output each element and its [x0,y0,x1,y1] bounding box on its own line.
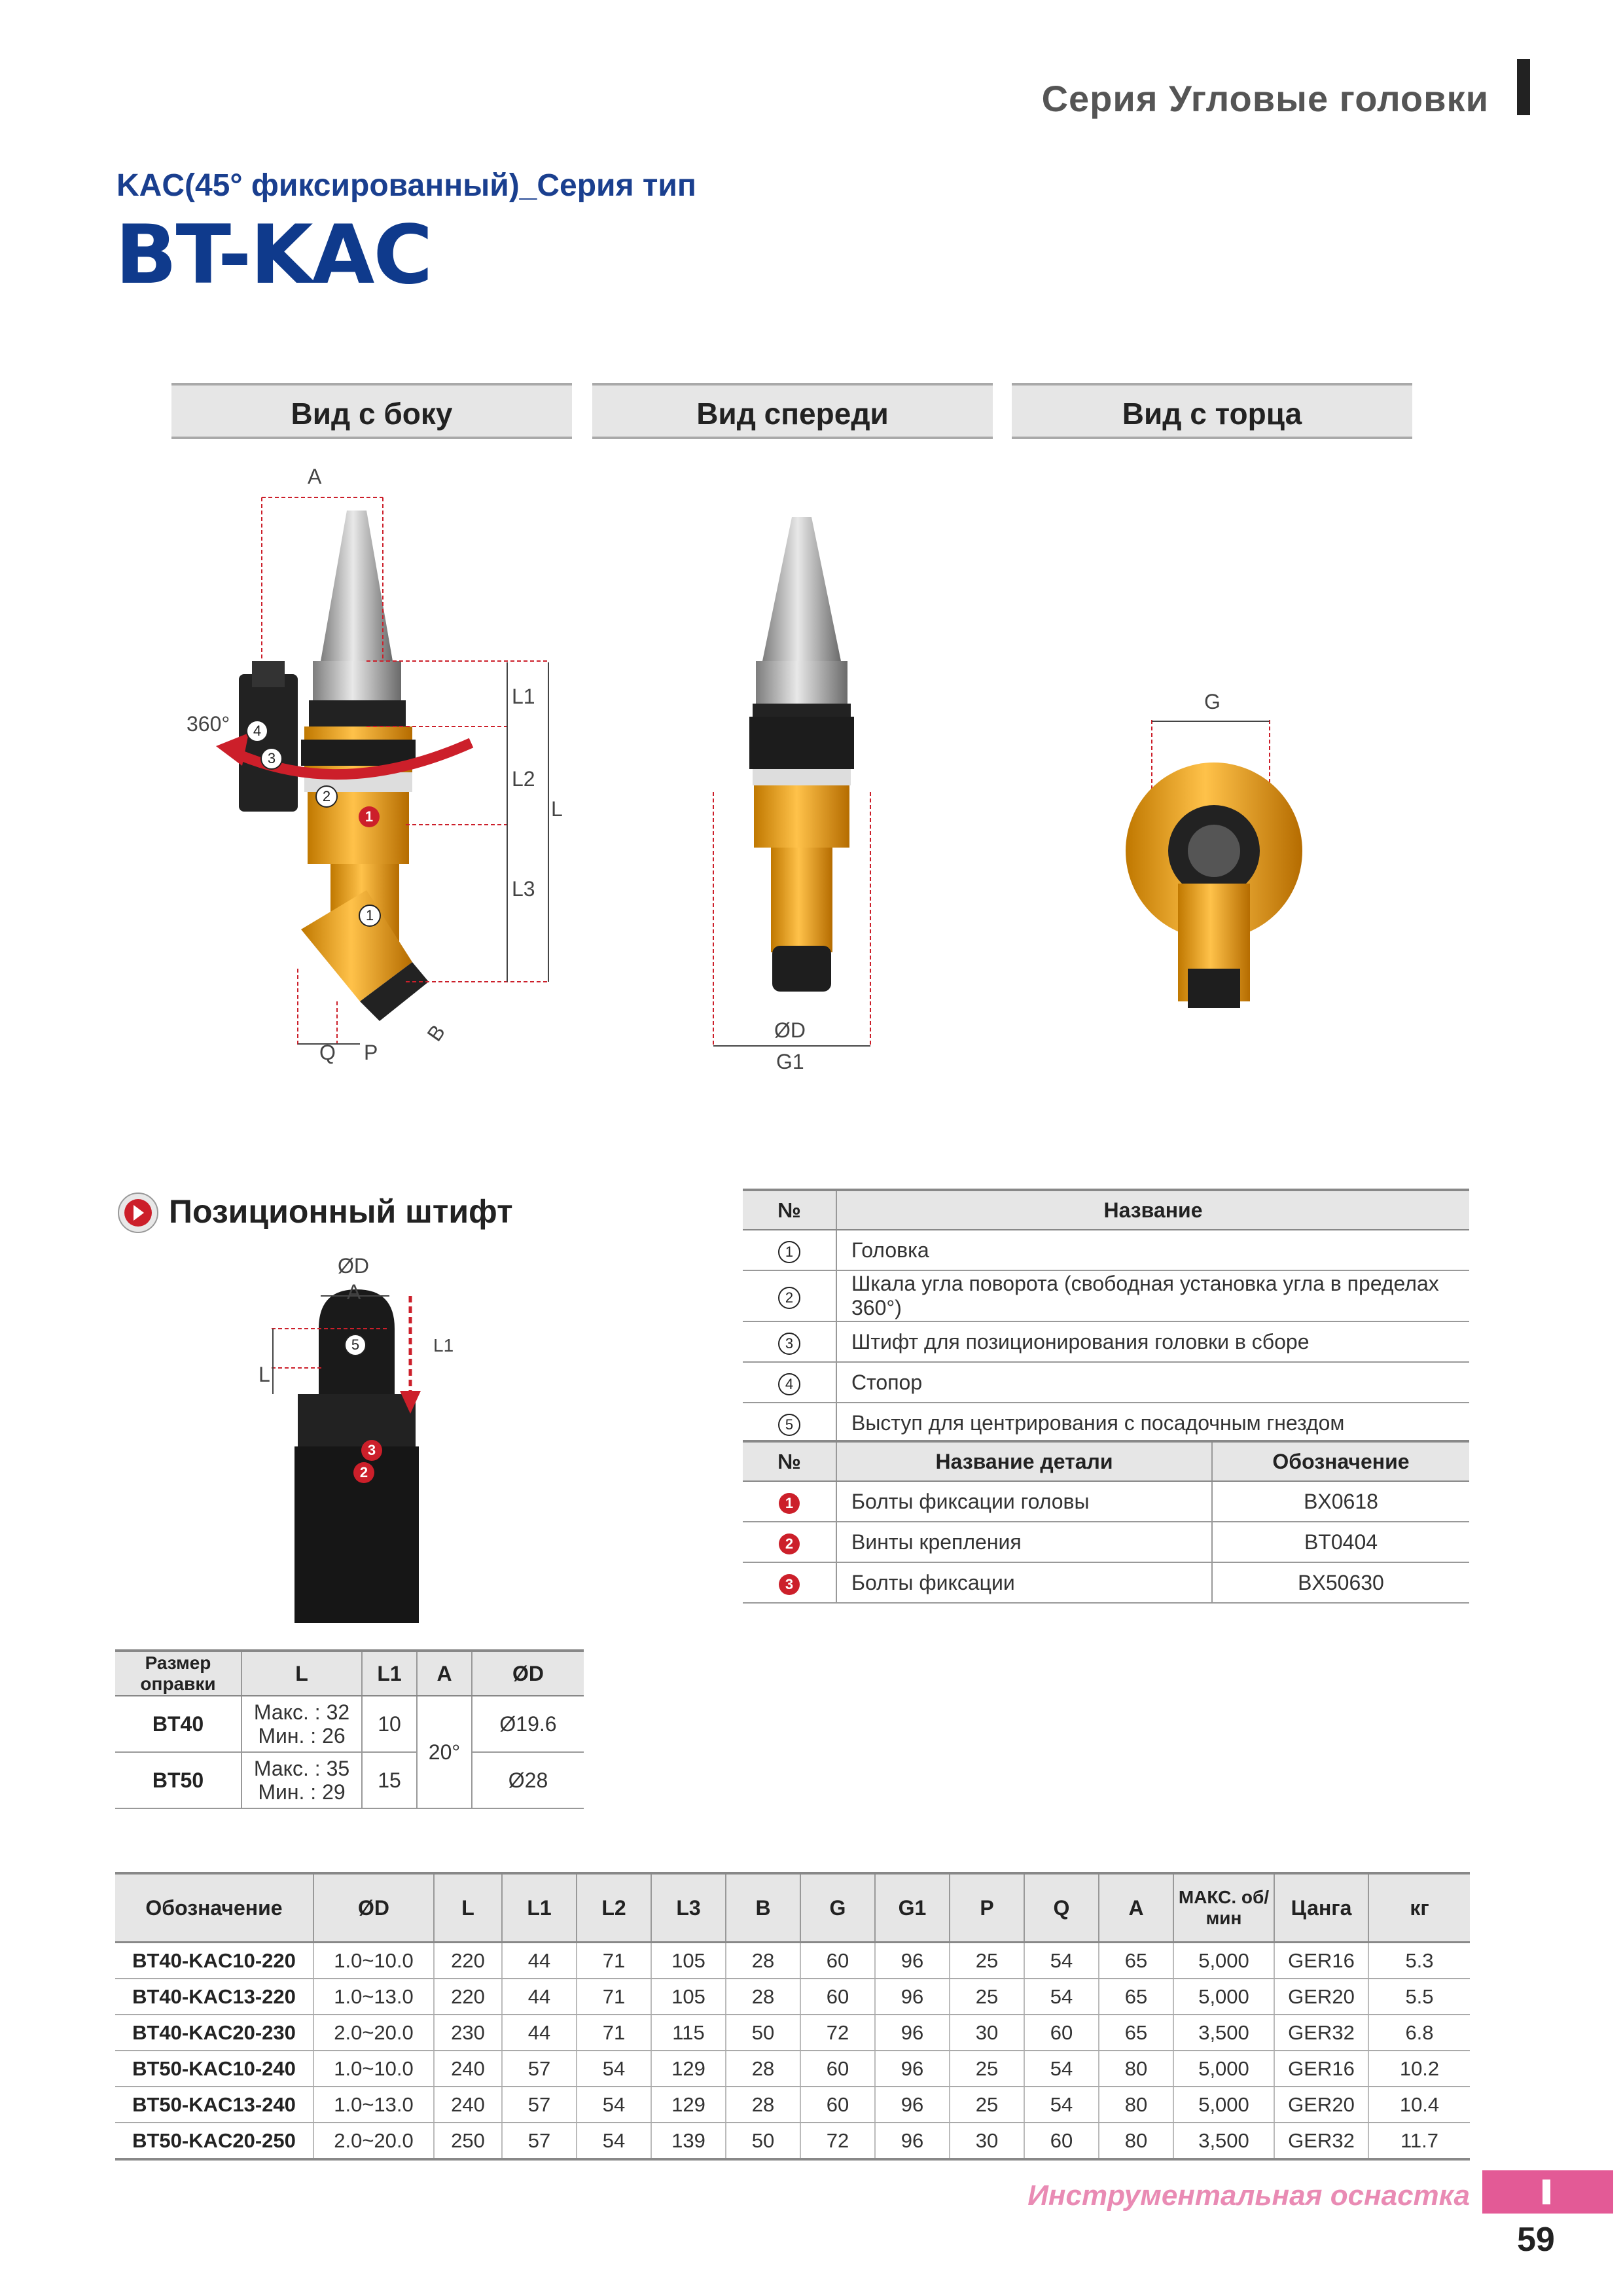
table-cell: 80 [1099,2087,1173,2123]
dim-B-side: B [422,1020,450,1046]
col-header: P [950,1873,1024,1943]
table-cell: 57 [502,2087,577,2123]
table-cell: 139 [651,2123,726,2159]
table-cell: GER32 [1274,2015,1368,2051]
row-num-badge: 4 [778,1373,800,1395]
callout-2-side: 2 [315,785,338,808]
table-cell: 71 [577,1979,651,2015]
table-cell: 80 [1099,2051,1173,2087]
table-row [115,1752,584,1808]
component-names-table [743,1189,1469,1444]
table-cell: 65 [1099,1979,1173,2015]
dim-P-side: P [364,1041,378,1064]
table-cell: 44 [502,1943,577,1979]
col-header: МАКС. об/мин [1173,1873,1274,1943]
table-cell: 25 [950,1979,1024,2015]
row-part-code: BX50630 [1212,1562,1469,1603]
end-view-drawing [1113,720,1322,1021]
table-cell: 30 [950,2123,1024,2159]
row-od: Ø19.6 [472,1696,584,1752]
table-cell: 96 [875,2015,950,2051]
col-header: ØD [313,1873,434,1943]
table-cell: 71 [577,1943,651,1979]
table-cell: 96 [875,2051,950,2087]
table-cell: 60 [1024,2015,1099,2051]
row-name: Шкала угла поворота (свободная установка угла в пределах 360°) [836,1270,1469,1321]
table-cell: 54 [1024,1943,1099,1979]
table-row [743,1562,1469,1603]
table-cell: 1.0~13.0 [313,2087,434,2123]
front-view-drawing [707,511,903,1073]
type-title: BT-KAC [115,208,432,302]
cell-designation: BT50-KAC10-240 [115,2051,313,2087]
table-cell: 65 [1099,1943,1173,1979]
row-num-badge: 3 [779,1574,800,1595]
table-cell: 220 [434,1979,502,2015]
page-number: 59 [1517,2221,1555,2259]
pin-size-table [115,1649,584,1809]
type-subtitle: KAC(45° фиксированный)_Серия тип [116,168,696,203]
table-cell: 80 [1099,2123,1173,2159]
col-header: L [434,1873,502,1943]
row-l1: 15 [362,1752,417,1808]
table-cell: 6.8 [1368,2015,1470,2051]
pin-dim-L1: L1 [433,1335,454,1355]
col-header-A: A [417,1651,472,1696]
series-title: Серия Угловые головки [1041,78,1489,119]
dim-L-side: L [551,797,563,821]
pin-dim-OD: ØD [338,1254,369,1278]
table-cell: 28 [726,1943,800,1979]
row-part-code: BT0404 [1212,1522,1469,1562]
col-header: Обозначение [115,1873,313,1943]
view-header-end: Вид с торца [1012,383,1412,439]
pin-section-title: Позиционный штифт [169,1193,513,1230]
col-header-num: № [743,1190,836,1230]
row-name: Штифт для позиционирования головки в сборе [836,1321,1469,1362]
pin-dim-L: L [259,1363,270,1386]
table-cell: 50 [726,2015,800,2051]
table-cell: 28 [726,2051,800,2087]
table-cell: 60 [800,2051,875,2087]
col-header: A [1099,1873,1173,1943]
table-cell: 240 [434,2087,502,2123]
callout-1-side: 1 [359,905,381,927]
table-row [115,2087,1470,2123]
table-row [743,1230,1469,1270]
table-cell: GER20 [1274,2087,1368,2123]
series-bar [1517,59,1530,115]
table-row [115,2123,1470,2159]
table-cell: 5,000 [1173,1943,1274,1979]
row-name: Выступ для центрирования с посадочным гнездом [836,1403,1469,1443]
row-a-shared: 20° [417,1696,472,1808]
table-row [743,1403,1469,1443]
table-cell: 57 [502,2051,577,2087]
table-row [743,1270,1469,1321]
view-header-side: Вид с боку [171,383,572,439]
table-row [743,1481,1469,1522]
table-cell: 5,000 [1173,2051,1274,2087]
table-cell: GER20 [1274,1979,1368,2015]
col-header-size: Размер оправки [115,1651,241,1696]
dim-G1-front: G1 [776,1050,804,1073]
table-cell: 25 [950,2051,1024,2087]
col-header: L2 [577,1873,651,1943]
table-cell: 54 [577,2051,651,2087]
dim-A-side: A [308,465,322,488]
pin-callout-red-2: 2 [353,1462,374,1483]
row-num-badge: 2 [778,1287,800,1309]
col-header-part-name: Название детали [836,1441,1212,1481]
col-header-L1: L1 [362,1651,417,1696]
table-cell: 50 [726,2123,800,2159]
table-cell: 54 [1024,2087,1099,2123]
table-cell: 5.3 [1368,1943,1470,1979]
dim-360-side: 360° [187,712,230,736]
table-row [115,1943,1470,1979]
table-cell: 129 [651,2087,726,2123]
row-num-badge: 5 [778,1414,800,1436]
row-name: Стопор [836,1362,1469,1403]
row-num-badge: 1 [779,1493,800,1514]
table-header-row [115,1651,584,1696]
col-header-name: Название [836,1190,1469,1230]
cell-designation: BT50-KAC20-250 [115,2123,313,2159]
table-cell: 57 [502,2123,577,2159]
row-size: BT50 [115,1752,241,1808]
table-cell: 54 [577,2087,651,2123]
section-play-icon [118,1193,158,1233]
table-cell: GER16 [1274,2051,1368,2087]
cell-designation: BT40-KAC20-230 [115,2015,313,2051]
table-row [115,2051,1470,2087]
callout-red-1-side: 1 [359,806,380,827]
pin-dim-A: A [347,1280,361,1304]
table-cell: 1.0~10.0 [313,2051,434,2087]
row-part-code: BX0618 [1212,1481,1469,1522]
table-row [115,1696,584,1752]
row-l1: 10 [362,1696,417,1752]
table-cell: 250 [434,2123,502,2159]
col-header: G [800,1873,875,1943]
table-row [743,1522,1469,1562]
dim-L3-side: L3 [512,877,535,901]
table-cell: 44 [502,2015,577,2051]
table-row [743,1321,1469,1362]
table-cell: 60 [800,2087,875,2123]
row-l-max: Макс. : 35 [253,1757,350,1780]
dim-G-end: G [1204,690,1221,713]
table-cell: 96 [875,1943,950,1979]
footer-accent-bar [1482,2170,1613,2214]
dim-OD-front: ØD [774,1018,806,1042]
col-header-num: № [743,1441,836,1481]
col-header: Цанга [1274,1873,1368,1943]
table-cell: 5.5 [1368,1979,1470,2015]
table-cell: GER32 [1274,2123,1368,2159]
table-cell: 11.7 [1368,2123,1470,2159]
row-l-max: Макс. : 32 [253,1700,350,1724]
table-cell: 71 [577,2015,651,2051]
view-header-front: Вид спереди [592,383,993,439]
col-header: G1 [875,1873,950,1943]
row-num-badge: 3 [778,1333,800,1355]
parts-table [743,1440,1469,1604]
col-header: L1 [502,1873,577,1943]
table-cell: 10.2 [1368,2051,1470,2087]
callout-4-side: 4 [246,720,268,742]
table-cell: 54 [1024,2051,1099,2087]
table-cell: 129 [651,2051,726,2087]
cell-designation: BT40-KAC13-220 [115,1979,313,2015]
row-num-badge: 1 [778,1241,800,1263]
table-cell: 96 [875,2123,950,2159]
callout-3-side: 3 [260,747,283,770]
dim-L1-side: L1 [512,685,535,708]
table-cell: 230 [434,2015,502,2051]
table-cell: 44 [502,1979,577,2015]
cell-designation: BT50-KAC13-240 [115,2087,313,2123]
dim-L2-side: L2 [512,767,535,791]
table-cell: 3,500 [1173,2123,1274,2159]
table-cell: GER16 [1274,1943,1368,1979]
table-cell: 220 [434,1943,502,1979]
pin-callout-5: 5 [344,1334,366,1356]
table-cell: 65 [1099,2015,1173,2051]
footer-section-name: Инструментальная оснастка [1027,2179,1470,2212]
table-cell: 3,500 [1173,2015,1274,2051]
col-header: B [726,1873,800,1943]
row-part-name: Винты крепления [836,1522,1212,1562]
table-cell: 60 [800,1979,875,2015]
table-cell: 28 [726,2087,800,2123]
row-size: BT40 [115,1696,241,1752]
table-cell: 30 [950,2015,1024,2051]
spec-table [115,1872,1470,2161]
row-l-min: Мин. : 26 [258,1724,346,1748]
table-cell: 5,000 [1173,1979,1274,2015]
row-l-min: Мин. : 29 [258,1780,346,1804]
table-cell: 60 [1024,2123,1099,2159]
table-header-row [115,1873,1470,1943]
table-cell: 72 [800,2123,875,2159]
table-cell: 2.0~20.0 [313,2123,434,2159]
col-header: L3 [651,1873,726,1943]
table-cell: 2.0~20.0 [313,2015,434,2051]
col-header-OD: ØD [472,1651,584,1696]
table-header-row [743,1190,1469,1230]
col-header: Q [1024,1873,1099,1943]
table-header-row [743,1441,1469,1481]
table-cell: 5,000 [1173,2087,1274,2123]
table-cell: 54 [1024,1979,1099,2015]
col-header-L: L [241,1651,362,1696]
table-cell: 115 [651,2015,726,2051]
dim-Q-side: Q [319,1041,336,1064]
table-cell: 105 [651,1943,726,1979]
pin-callout-red-3: 3 [361,1440,382,1461]
cell-designation: BT40-KAC10-220 [115,1943,313,1979]
table-row [115,2015,1470,2051]
table-cell: 1.0~13.0 [313,1979,434,2015]
table-cell: 54 [577,2123,651,2159]
row-name: Головка [836,1230,1469,1270]
table-cell: 25 [950,1943,1024,1979]
table-cell: 96 [875,1979,950,2015]
row-od: Ø28 [472,1752,584,1808]
row-num-badge: 2 [779,1534,800,1554]
table-row [743,1362,1469,1403]
table-cell: 105 [651,1979,726,2015]
row-part-name: Болты фиксации [836,1562,1212,1603]
table-cell: 96 [875,2087,950,2123]
table-cell: 28 [726,1979,800,2015]
table-row [115,1979,1470,2015]
table-cell: 25 [950,2087,1024,2123]
col-header-designation: Обозначение [1212,1441,1469,1481]
row-part-name: Болты фиксации головы [836,1481,1212,1522]
col-header: кг [1368,1873,1470,1943]
table-cell: 72 [800,2015,875,2051]
table-cell: 10.4 [1368,2087,1470,2123]
table-cell: 1.0~10.0 [313,1943,434,1979]
table-cell: 240 [434,2051,502,2087]
table-cell: 60 [800,1943,875,1979]
